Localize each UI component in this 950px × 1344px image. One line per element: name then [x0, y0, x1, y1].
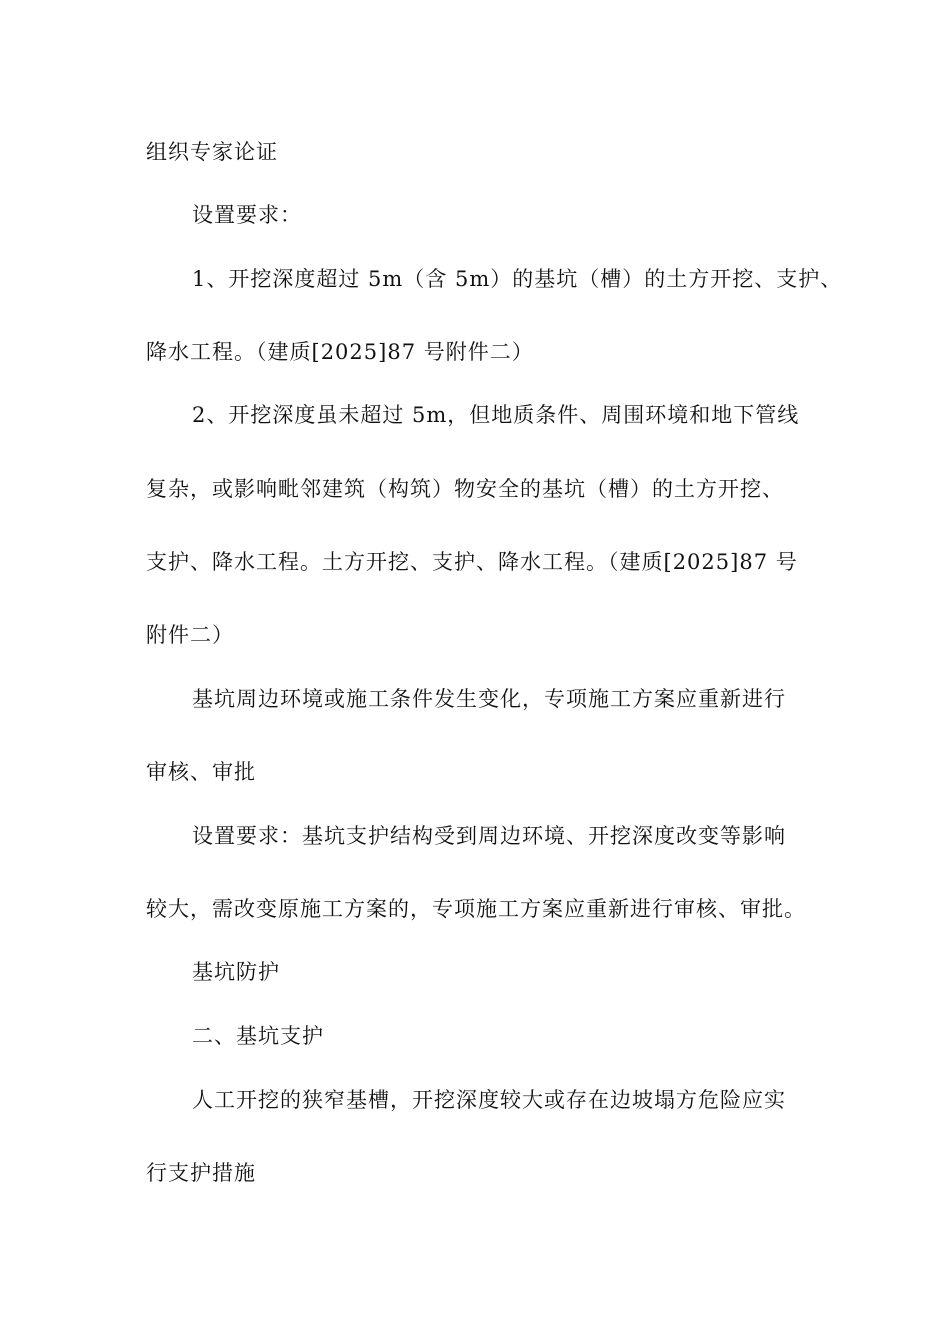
- paragraph-line: 降水工程。（建质[2025]87 号附件二）: [146, 340, 534, 364]
- paragraph-line: 复杂，或影响毗邻建筑（构筑）物安全的基坑（槽）的土方开挖、: [146, 477, 784, 501]
- paragraph-line: 审核、审批: [146, 760, 256, 784]
- paragraph-line: 行支护措施: [146, 1161, 256, 1185]
- paragraph-line: 支护、降水工程。土方开挖、支护、降水工程。（建质[2025]87 号: [146, 550, 798, 574]
- paragraph-line: 设置要求：: [192, 203, 302, 227]
- paragraph-line: 1、开挖深度超过 5m（含 5m）的基坑（槽）的土方开挖、支护、: [192, 267, 843, 291]
- paragraph-line: 2、开挖深度虽未超过 5m，但地质条件、周围环境和地下管线: [192, 403, 800, 427]
- paragraph-line: 设置要求：基坑支护结构受到周边环境、开挖深度改变等影响: [192, 824, 786, 848]
- paragraph-line: 较大，需改变原施工方案的，专项施工方案应重新进行审核、审批。: [146, 897, 806, 921]
- paragraph-line: 基坑周边环境或施工条件发生变化，专项施工方案应重新进行: [192, 687, 786, 711]
- paragraph-line: 人工开挖的狭窄基槽，开挖深度较大或存在边坡塌方危险应实: [192, 1088, 786, 1112]
- paragraph-line: 组织专家论证: [146, 140, 278, 164]
- paragraph-line: 基坑防护: [192, 960, 280, 984]
- paragraph-line: 附件二）: [146, 623, 234, 647]
- paragraph-line: 二、基坑支护: [192, 1024, 324, 1048]
